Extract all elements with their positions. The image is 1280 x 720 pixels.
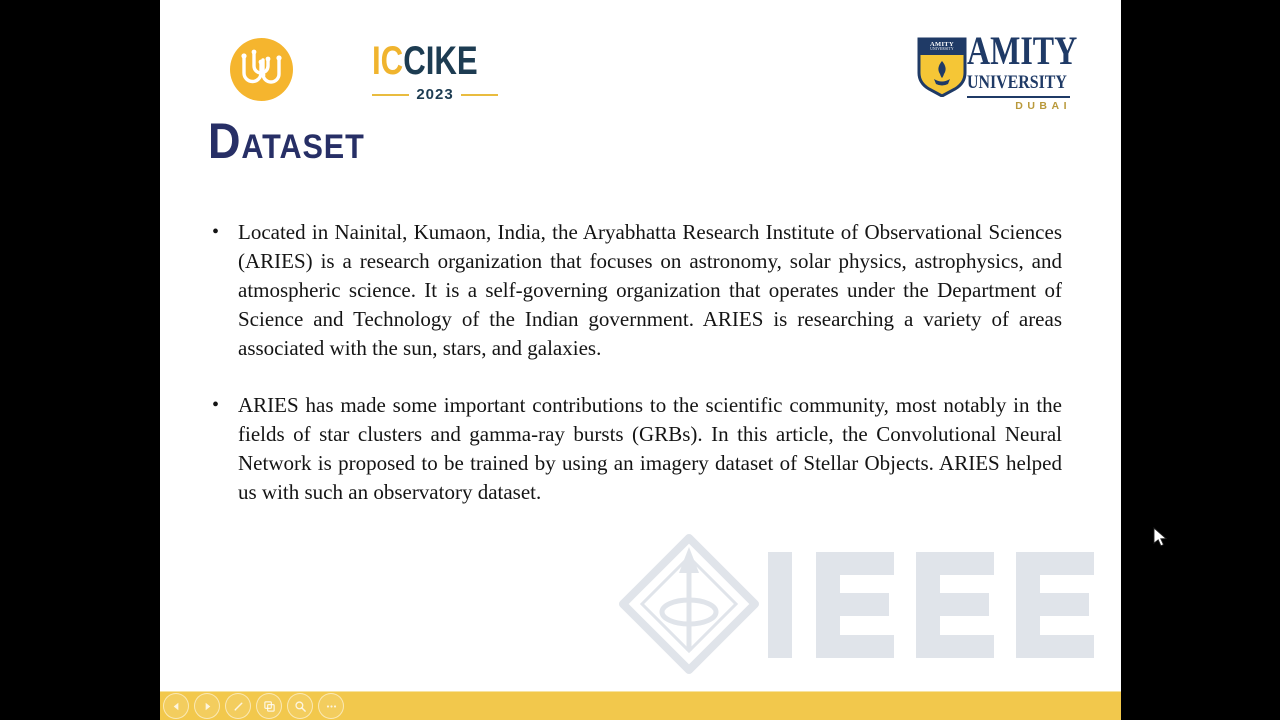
- ieee-watermark: [618, 533, 1094, 675]
- amity-shield-line1: AMITY: [930, 41, 954, 48]
- see-all-slides-button[interactable]: [256, 693, 282, 719]
- pen-button[interactable]: [225, 693, 251, 719]
- next-arrow-icon: [201, 700, 214, 713]
- previous-arrow-icon: [170, 700, 183, 713]
- previous-slide-button[interactable]: [163, 693, 189, 719]
- year-left-rule: [372, 94, 409, 96]
- amity-shield-text: [922, 41, 962, 52]
- iccike-year: 2023: [416, 86, 454, 103]
- presentation-slide: [160, 0, 1121, 720]
- amity-wordmark: [967, 28, 1078, 112]
- amity-name: AMITY: [967, 28, 1078, 73]
- pen-icon: [232, 700, 245, 713]
- more-options-button[interactable]: [318, 693, 344, 719]
- iccike-logo: [230, 38, 478, 103]
- presenter-controls: [163, 692, 344, 720]
- iccike-prefix: IC: [372, 39, 404, 83]
- bullet-item: • Located in Nainital, Kumaon, India, the Aryabhatta Research Institute of Observational Sciences (ARIES) is a research organization that focuses on astronomy, solar physics, astrophysics, and atmospheric science. It is a self-governing organization that operates under the Department of Science and Technology of the Indian government. ARIES is researching a variety of areas associated with the sun, stars, and galaxies.: [210, 218, 1062, 363]
- amity-shield-line2: UNIVERSITY: [930, 47, 954, 52]
- amity-subname: UNIVERSITY: [967, 73, 1067, 93]
- ieee-letters: [768, 552, 1094, 658]
- iccike-wordmark: [372, 41, 478, 81]
- mouse-cursor: [1153, 527, 1169, 548]
- iccike-year-row: [372, 86, 498, 103]
- year-right-rule: [461, 94, 498, 96]
- iccike-suffix: CIKE: [403, 39, 478, 83]
- slides-grid-icon: [263, 700, 276, 713]
- magnifier-icon: [294, 700, 307, 713]
- next-slide-button[interactable]: [194, 693, 220, 719]
- zoom-button[interactable]: [287, 693, 313, 719]
- ellipsis-icon: [325, 700, 338, 713]
- amity-city: DUBAI: [1015, 99, 1071, 112]
- page-title: DATASET: [208, 113, 365, 169]
- iccike-circle-icon: [230, 38, 293, 101]
- ieee-kite-icon: [618, 533, 760, 675]
- bullet-item: • ARIES has made some important contributions to the scientific community, most notably in the fields of star clusters and gamma-ray bursts (GRBs). In this article, the Convolutional Neural Network is proposed to be trained by using an imagery dataset of Stellar Objects. ARIES helped us with such an observatory dataset.: [210, 391, 1062, 507]
- bullet-list: [210, 218, 1062, 507]
- amity-divider: [967, 96, 1070, 98]
